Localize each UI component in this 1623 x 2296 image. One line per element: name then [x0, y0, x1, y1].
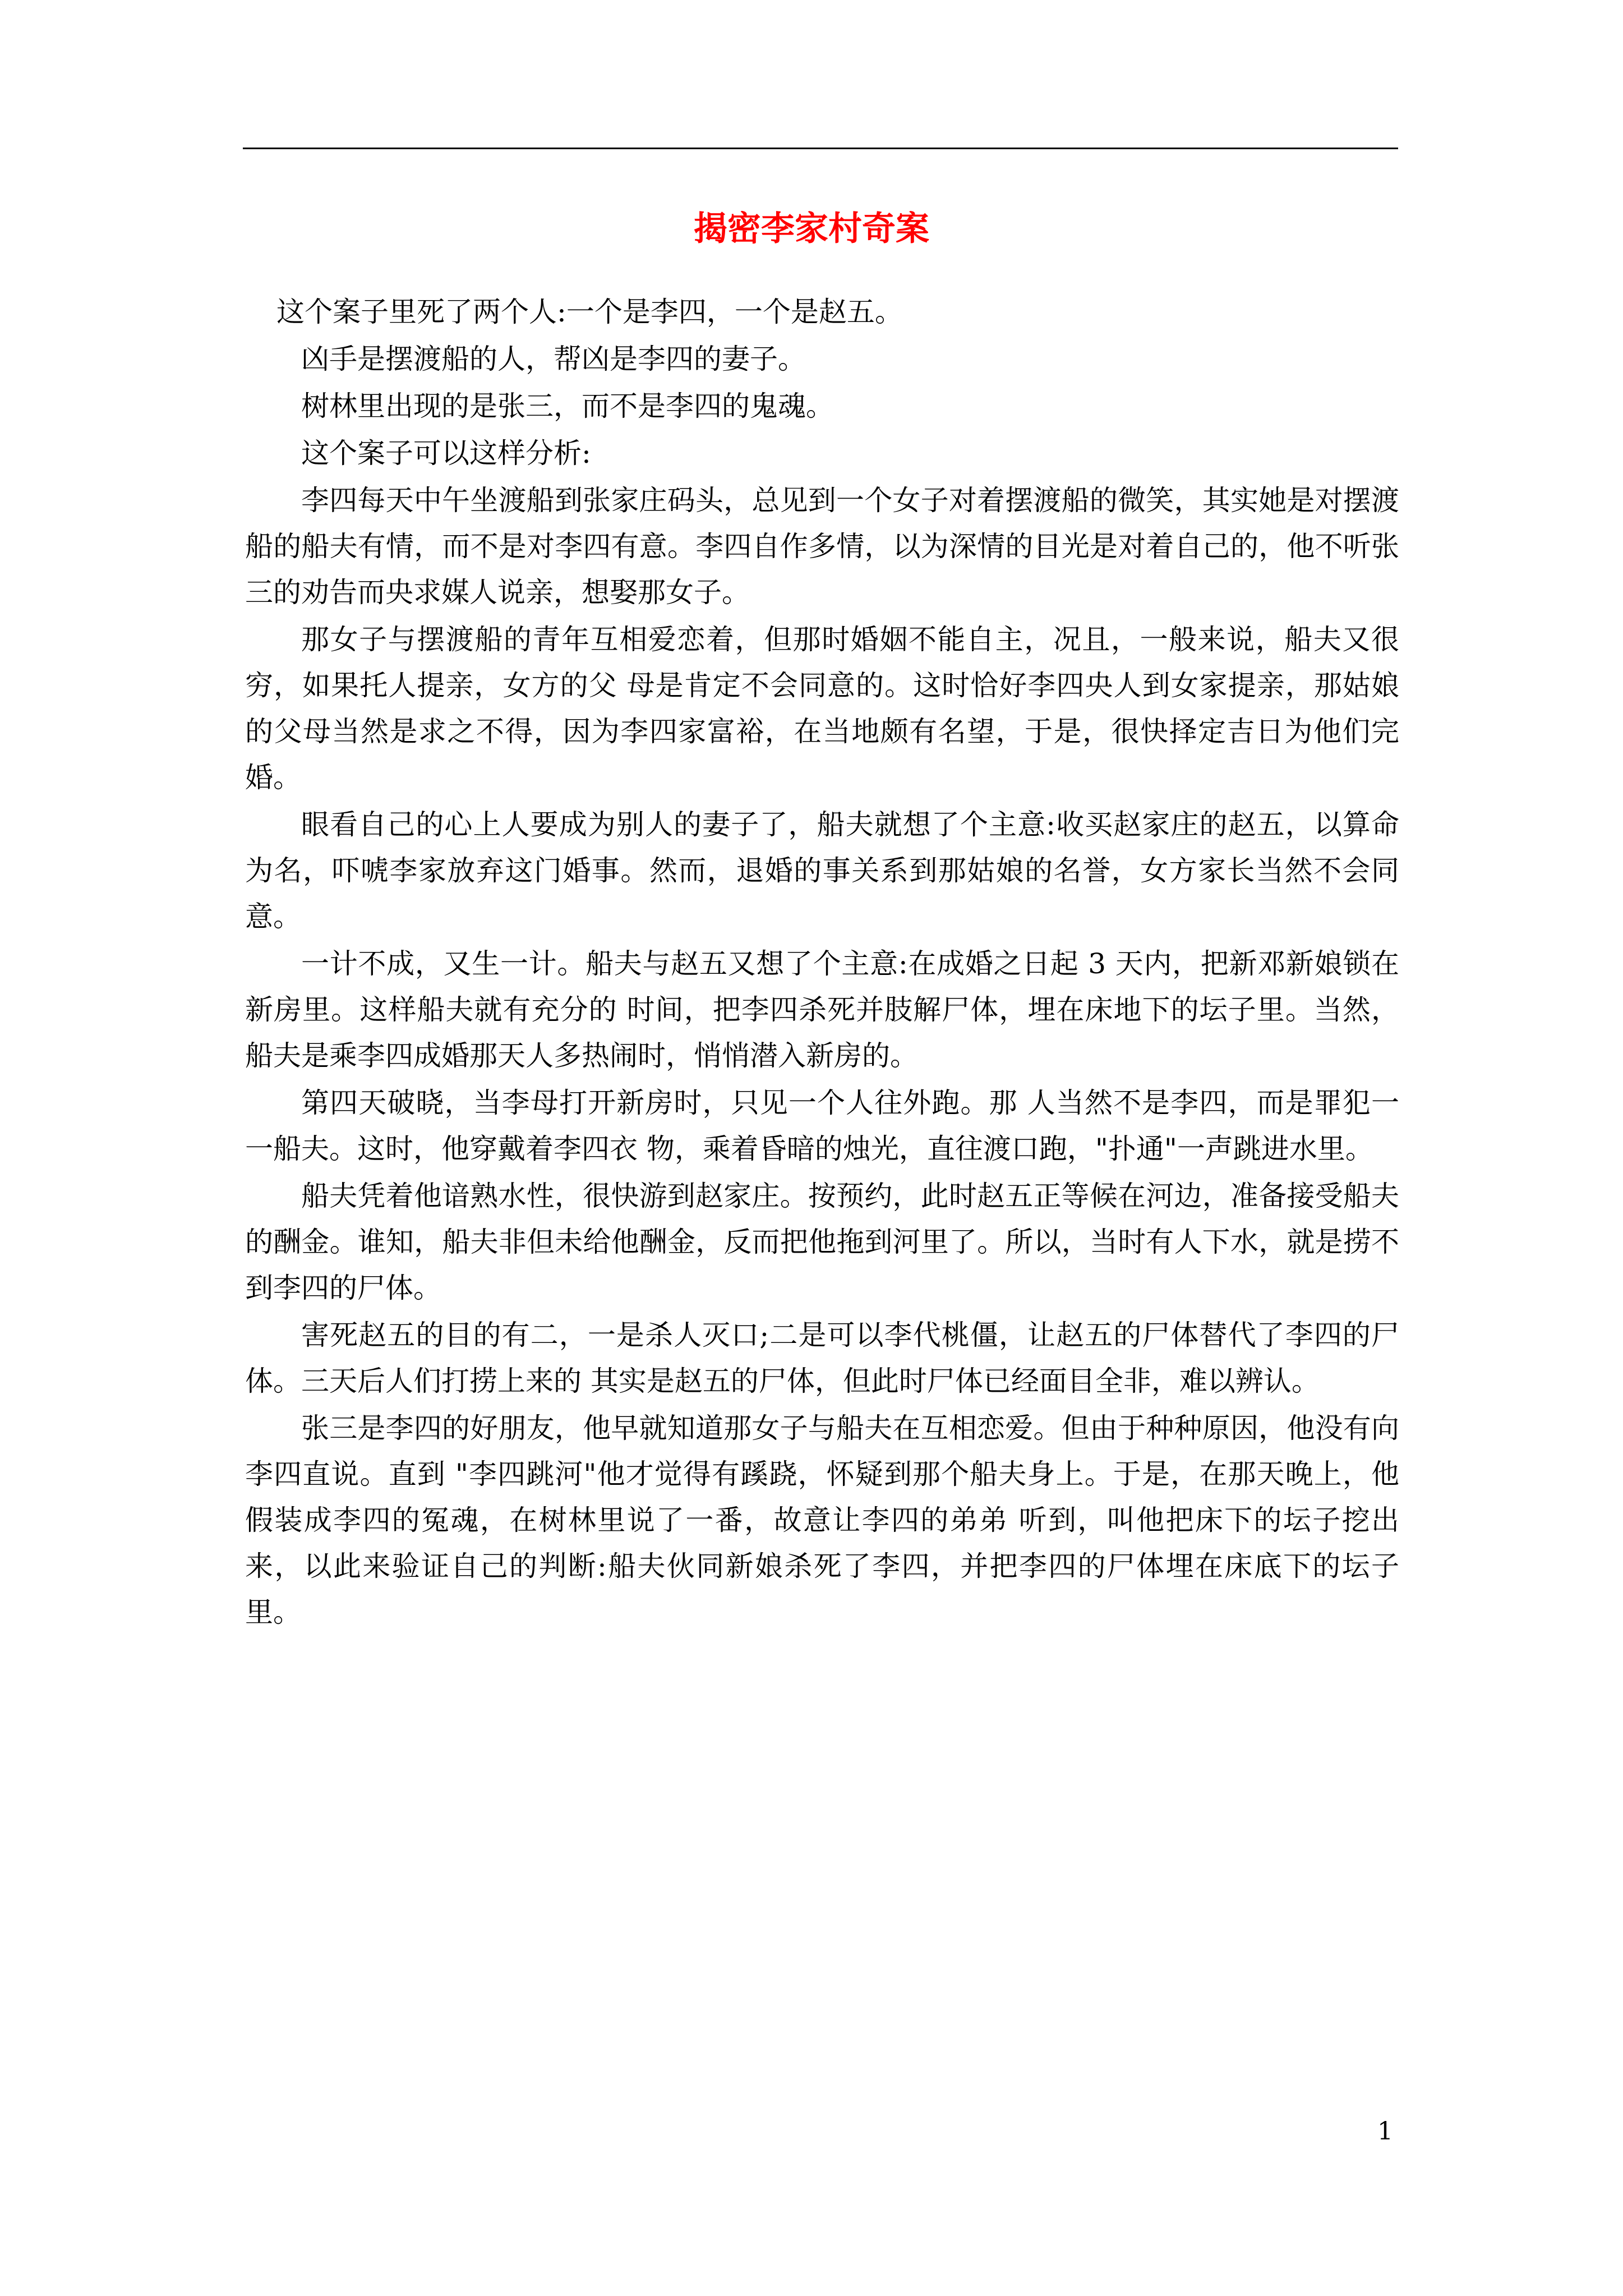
paragraph-11: 害死赵五的目的有二，一是杀人灭口;二是可以李代桃僵，让赵五的尸体替代了李四的尸体。三天后人们打捞上来的 其实是赵五的尸体，但此时尸体已经面目全非，难以辨认。 [245, 1319, 1399, 1397]
paragraph-12: 张三是李四的好朋友，他早就知道那女子与船夫在互相恋爱。但由于种种原因，他没有向李四直说。直到 "李四跳河"他才觉得有蹊跷，怀疑到那个船夫身上。于是，在那天晚上，他假装成李四的冤魂，在树林里说了一番，故意让李四的弟弟 听到，叫他把床下的坛子挖出来，以此来验证自己的判断:船夫伙同新娘杀死了李四，并把李四的尸体埋在床底下的坛子里。 [245, 1412, 1399, 1628]
paragraph-7: 眼看自己的心上人要成为别人的妻子了，船夫就想了个主意:收买赵家庄的赵五，以算命为名，吓唬李家放弃这门婚事。然而，退婚的事关系到那姑娘的名誉，女方家长当然不会同意。 [245, 808, 1399, 933]
paragraph-10: 船夫凭着他谙熟水性，很快游到赵家庄。按预约，此时赵五正等候在河边，准备接受船夫的酬金。谁知，船夫非但未给他酬金，反而把他拖到河里了。所以，当时有人下水，就是捞不到李四的尸体。 [245, 1180, 1399, 1304]
paragraph-4: 这个案子可以这样分析: [301, 437, 591, 470]
paragraph-5: 李四每天中午坐渡船到张家庄码头，总见到一个女子对着摆渡船的微笑，其实她是对摆渡船的船夫有情，而不是对李四有意。李四自作多情，以为深情的目光是对着自己的，他不听张三的劝告而央求媒人说亲，想娶那女子。 [245, 484, 1399, 609]
paragraph-8: 一计不成，又生一计。船夫与赵五又想了个主意:在成婚之日起 3 天内，把新邓新娘锁在新房里。这样船夫就有充分的 时间，把李四杀死并肢解尸体，埋在床地下的坛子里。当然， 船夫是乘李四成婚那天人多热闹时，悄悄潜入新房的。 [245, 947, 1408, 1072]
paragraph-6: 那女子与摆渡船的青年互相爱恋着，但那时婚姻不能自主，况且，一般来说，船夫又很穷，如果托人提亲，女方的父 母是肯定不会同意的。这时恰好李四央人到女家提亲，那姑娘 的父母当然是求之不得，因为李四家富裕，在当地颇有名望，于是，很快择定吉日为他们完婚。 [245, 623, 1408, 794]
header-rule [243, 148, 1398, 149]
page-number: 1 [1377, 2117, 1393, 2146]
paragraph-3: 树林里出现的是张三，而不是李四的鬼魂。 [301, 390, 834, 422]
paragraph-9: 第四天破晓，当李母打开新房时，只见一个人往外跑。那 人当然不是李四，而是罪犯一一船夫。这时，他穿戴着李四衣 物，乘着昏暗的烛光，直往渡口跑，"扑通"一声跳进水里。 [245, 1087, 1399, 1165]
document-title: 揭密李家村奇案 [694, 209, 929, 249]
document-body [245, 289, 1408, 1636]
paragraph-2: 凶手是摆渡船的人，帮凶是李四的妻子。 [301, 343, 806, 375]
paragraph-1: 这个案子里死了两个人:一个是李四，一个是赵五。 [276, 296, 903, 328]
